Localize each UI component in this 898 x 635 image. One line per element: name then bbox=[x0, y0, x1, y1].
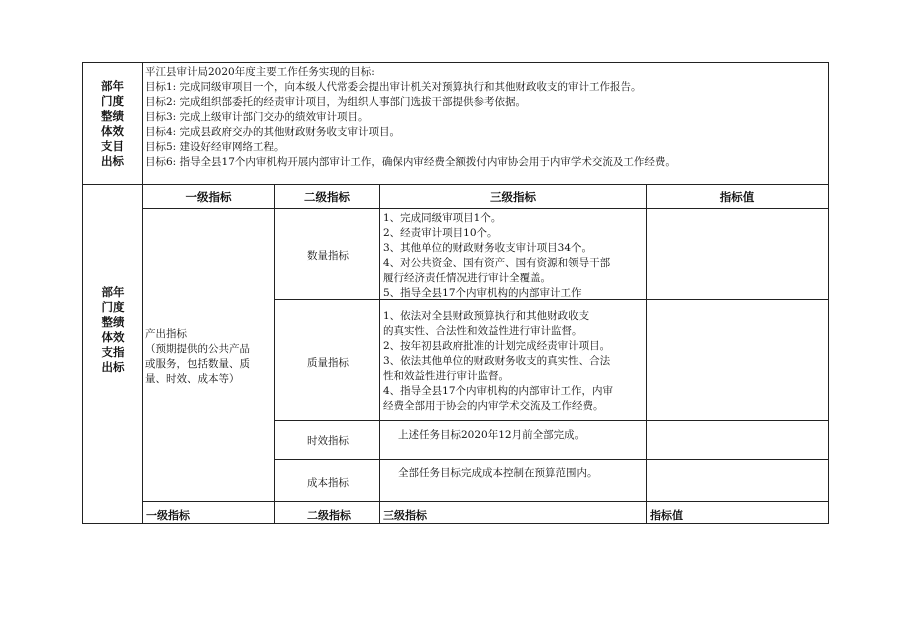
cost-indicator-name: 成本指标 bbox=[307, 477, 349, 489]
timeliness-text: 上述任务目标2020年12月前全部完成。 bbox=[398, 429, 586, 441]
indicators-label-line: 体效 bbox=[101, 330, 125, 344]
footer-level3: 三级指标 bbox=[383, 509, 427, 522]
indicators-side-label bbox=[83, 285, 143, 375]
quantity-line: 1、完成同级审项目1个。 bbox=[383, 212, 502, 224]
goals-intro: 平江县审计局2020年度主要工作任务实现的目标: bbox=[145, 66, 375, 78]
quality-line: 4、指导全县17个内审机构的内部审计工作，内审 bbox=[383, 385, 614, 397]
quality-line: 1、依法对全县财政预算执行和其他财政收支 bbox=[383, 310, 590, 322]
quantity-line: 2、经责审计项目10个。 bbox=[383, 227, 498, 239]
footer-level2: 二级指标 bbox=[307, 509, 351, 522]
goal-4: 目标4: 完成县政府交办的其他财政财务收支审计项目。 bbox=[145, 126, 401, 138]
goals-side-label bbox=[83, 63, 143, 184]
header-level1: 一级指标 bbox=[185, 190, 232, 204]
cost-indicator-content bbox=[398, 466, 598, 481]
goals-text bbox=[145, 65, 824, 170]
goals-label-line: 体效 bbox=[101, 124, 124, 138]
divider bbox=[143, 208, 828, 209]
output-title: 产出指标 bbox=[145, 328, 187, 340]
divider bbox=[379, 185, 380, 523]
goal-3: 目标3: 完成上级审计部门交办的绩效审计项目。 bbox=[145, 111, 369, 123]
quantity-line: 3、其他单位的财政财务收支审计项目34个。 bbox=[383, 242, 593, 254]
divider bbox=[143, 501, 828, 502]
output-desc-line: 量、时效、成本等） bbox=[145, 373, 240, 385]
footer-value: 指标值 bbox=[650, 509, 683, 522]
divider bbox=[274, 185, 275, 523]
indicators-label-line: 出标 bbox=[101, 360, 125, 374]
quality-indicator-content bbox=[383, 309, 613, 414]
quality-line: 经费全部用于协会的内审学术交流及工作经费。 bbox=[383, 400, 604, 412]
quantity-line: 履行经济责任情况进行审计全覆盖。 bbox=[383, 272, 551, 284]
goal-5: 目标5: 建设好经审网络工程。 bbox=[145, 141, 285, 153]
goal-6: 目标6: 指导全县17个内审机构开展内部审计工作，确保内审经费全额拨付内审协会用于内审学术交流及工作经费。 bbox=[145, 156, 676, 168]
goal-2: 目标2: 完成组织部委托的经责审计项目，为组织人事部门选拔干部提供参考依据。 bbox=[145, 96, 527, 108]
goal-1: 目标1: 完成同级审项目一个，向本级人代常委会提出审计机关对预算执行和其他财政收支的审计工作报告。 bbox=[145, 81, 642, 93]
cost-text: 全部任务目标完成成本控制在预算范围内。 bbox=[398, 467, 598, 479]
divider bbox=[646, 185, 647, 523]
footer-level1: 一级指标 bbox=[146, 509, 190, 522]
quality-line: 3、依法其他单位的财政财务收支的真实性、合法 bbox=[383, 355, 611, 367]
goals-section bbox=[82, 62, 829, 185]
indicators-label-line: 支指 bbox=[101, 345, 125, 359]
header-level3: 三级指标 bbox=[490, 190, 536, 204]
quality-line: 的真实性、合法性和效益性进行审计监督。 bbox=[383, 325, 583, 337]
header-value: 指标值 bbox=[719, 190, 755, 204]
indicators-label-line: 部年 bbox=[101, 285, 125, 299]
output-desc-line: （预期提供的公共产品 bbox=[145, 343, 250, 355]
goals-label-line: 门度 bbox=[101, 94, 124, 108]
indicators-label-line: 整绩 bbox=[101, 315, 125, 329]
output-desc-line: 或服务，包括数量、质 bbox=[145, 358, 250, 370]
header-level2: 二级指标 bbox=[304, 190, 350, 204]
goals-label-line: 部年 bbox=[101, 79, 124, 93]
timeliness-indicator-name: 时效指标 bbox=[307, 435, 349, 447]
quality-line: 性和效益性进行审计监督。 bbox=[383, 370, 509, 382]
quality-line: 2、按年初县政府批准的计划完成经责审计项目。 bbox=[383, 340, 611, 352]
goals-label-line: 支目 bbox=[101, 139, 124, 153]
goals-label-line: 出标 bbox=[101, 154, 124, 168]
indicators-label-line: 门度 bbox=[101, 300, 125, 314]
indicators-table bbox=[82, 185, 829, 524]
quantity-line: 4、对公共资金、国有资产、国有资源和领导干部 bbox=[383, 257, 611, 269]
divider bbox=[275, 459, 828, 460]
quantity-indicator-content bbox=[383, 211, 610, 301]
quantity-line: 5、指导全县17个内审机构的内部审计工作 bbox=[383, 287, 582, 299]
quality-indicator-name: 质量指标 bbox=[307, 357, 349, 369]
timeliness-indicator-content bbox=[398, 428, 585, 443]
goals-label-line: 整绩 bbox=[101, 109, 124, 123]
divider bbox=[275, 420, 828, 421]
quantity-indicator-name: 数量指标 bbox=[307, 250, 349, 262]
output-indicator bbox=[145, 327, 273, 387]
